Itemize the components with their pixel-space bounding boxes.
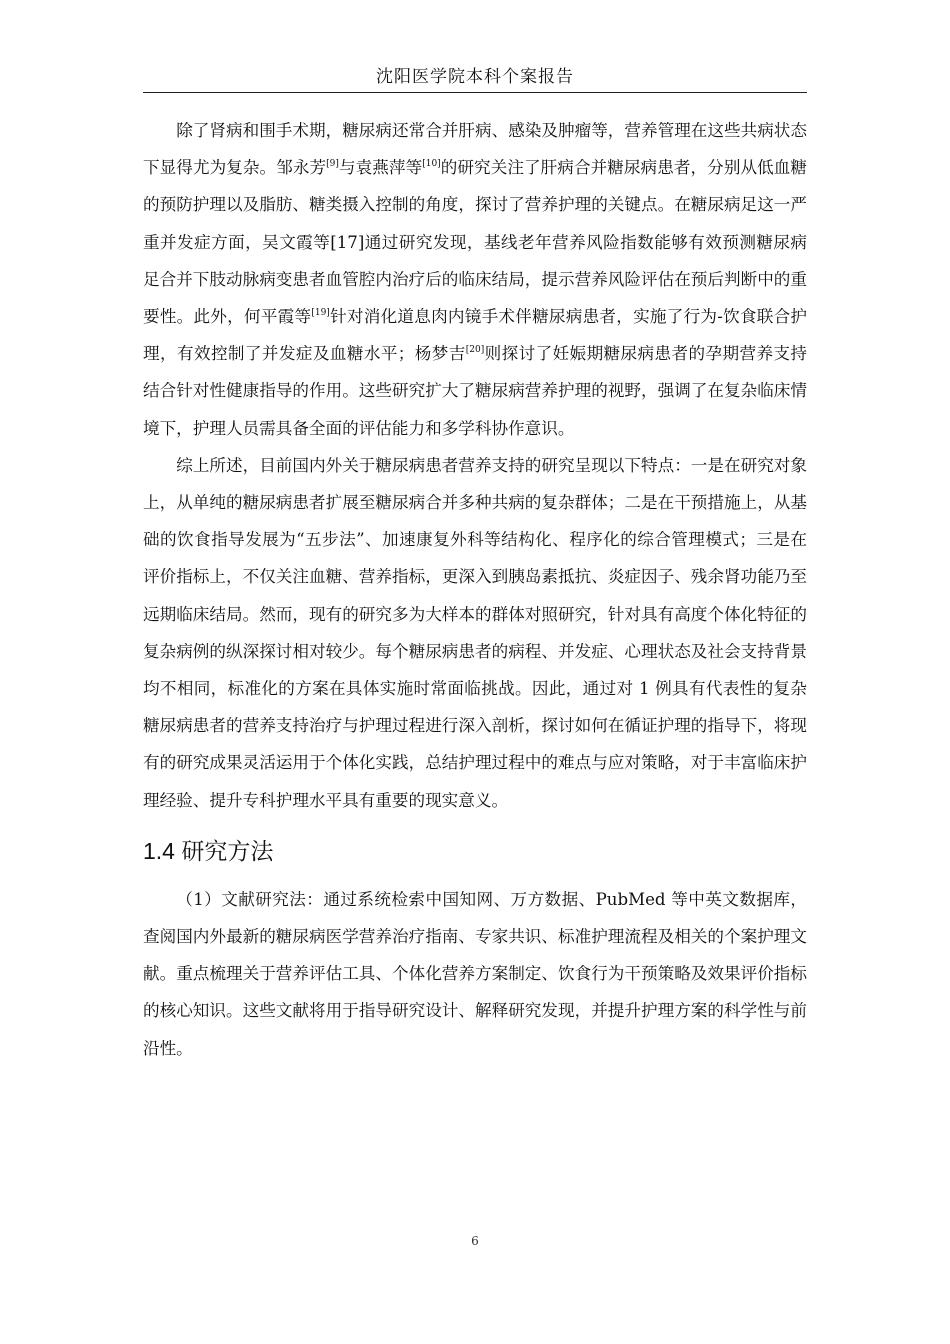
paragraph-text: 除了肾病和围手术期，糖尿病还常合并肝病、感染及肿瘤等，营养管理在这些共病状态下显得尤为复杂。邹永芳 [143,121,807,178]
section-heading: 1.4 研究方法 [143,837,274,864]
paragraph-text: 则探讨了妊娠期糖尿病患者的孕期营养支持结合针对性健康指导的作用。这些研究扩大了糖尿病营养护理的视野，强调了在复杂临床情境下，护理人员需具备全面的评估能力和多学科协作意识。 [143,344,808,438]
page-number: 6 [471,1234,479,1248]
citation-ref: [10] [422,159,441,170]
paragraph-text: 与袁燕萍等 [338,158,423,178]
paragraph-text: 的研究关注了肝病合并糖尿病患者，分别从低血糖的预防护理以及脂肪、糖类摄入控制的角度，探讨了营养护理的关键点。在糖尿病足这一严重并发症方面，吴文霞等[17]通过研究发现，基线老年营养风险指数能够有效预测糖尿病足合并下肢动脉病变患者血管腔内治疗后的临床结局，提示营养风险评估在预后判断中的重要性。此外，何平霞等 [143,158,808,327]
citation-ref: [9] [326,159,339,170]
paragraph-comorbidity [143,112,807,447]
header-divider [143,92,807,93]
paragraph-summary: 综上所述，目前国内外关于糖尿病患者营养支持的研究呈现以下特点：一是在研究对象上，从单纯的糖尿病患者扩展至糖尿病合并多种共病的复杂群体；二是在干预措施上，从基础的饮食指导发展为“五步法”、加速康复外科等结构化、程序化的综合管理模式；三是在评价指标上，不仅关注血糖、营养指标，更深入到胰岛素抵抗、炎症因子、残余肾功能乃至远期临床结局。然而，现有的研究多为大样本的群体对照研究，针对具有高度个体化特征的复杂病例的纵深探讨相对较少。每个糖尿病患者的病程、并发症、心理状态及社会支持背景均不相同，标准化的方案在具体实施时常面临挑战。因此，通过对 1 例具有代表性的复杂糖尿病患者的营养支持治疗与护理过程进行深入剖析，探讨如何在循证护理的指导下，将现有的研究成果灵活运用于个体化实践，总结护理过程中的难点与应对策略，对于丰富临床护理经验、提升专科护理水平具有重要的现实意义。 [143,455,807,810]
citation-ref: [20] [465,345,485,356]
citation-ref: [19] [311,308,330,319]
paragraph-literature-method: （1）文献研究法：通过系统检索中国知网、万方数据、PubMed 等中英文数据库，查阅国内外最新的糖尿病医学营养治疗指南、专家共识、标准护理流程及相关的个案护理文献。重点梳理关于营养评估工具、个体化营养方案制定、饮食行为干预策略及效果评价指标的核心知识。这些文献将用于指导研究设计、解释研究发现，并提升护理方案的科学性与前沿性。 [143,889,807,1058]
body-text [143,112,807,1067]
running-header: 沈阳医学院本科个案报告 [376,67,574,87]
paragraph-text: 针对消化道息肉内镜手术伴糖尿病患者，实施了行为-饮食联合护理，有效控制了并发症及血糖水平；杨梦吉 [143,307,808,364]
